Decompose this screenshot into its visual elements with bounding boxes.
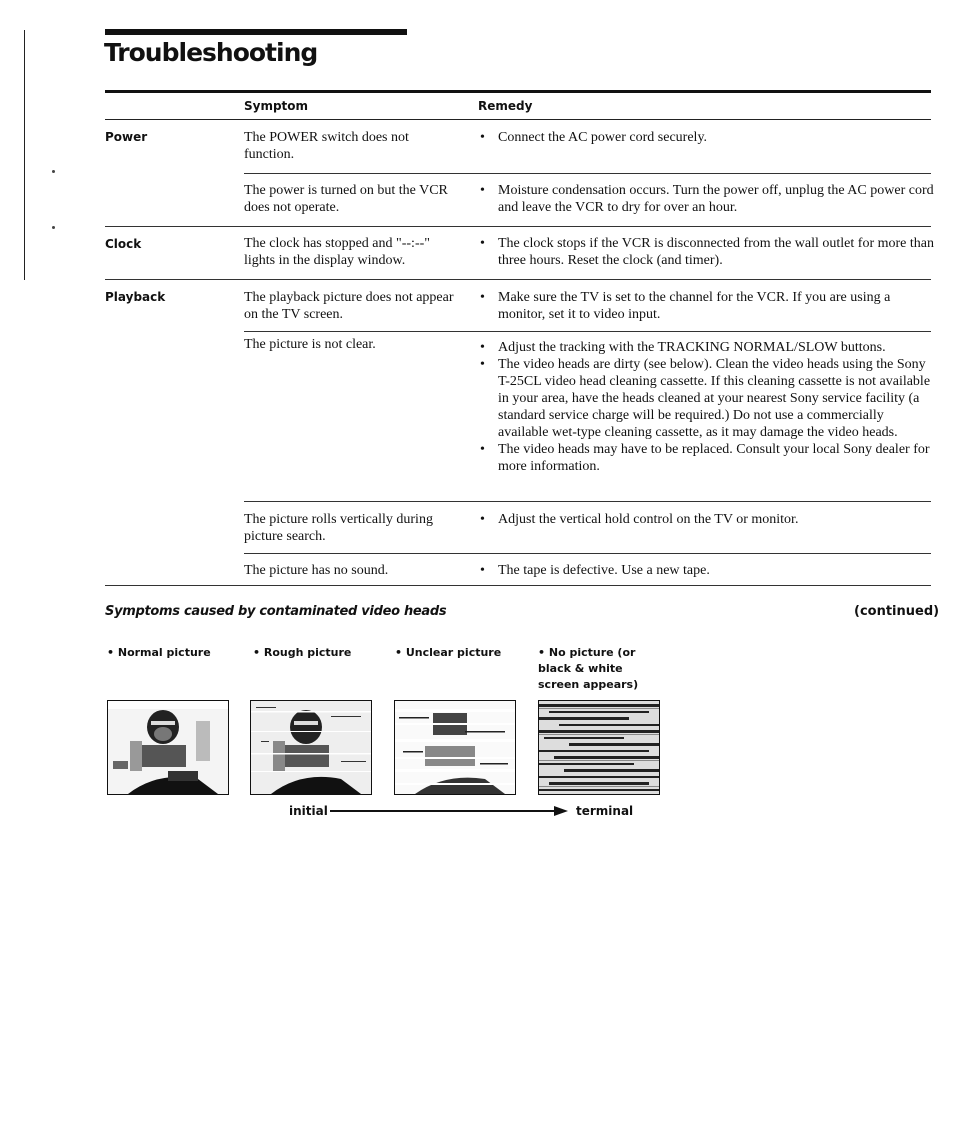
symptom-text: The playback picture does not appear on the TV screen.: [244, 290, 454, 322]
header-rule: [105, 119, 931, 120]
rough-picture-image: [250, 700, 372, 795]
remedy-item: • Adjust the tracking with the TRACKING NORMAL/SLOW buttons.: [478, 339, 934, 356]
no-picture-image: [538, 700, 660, 795]
section-title: Symptoms caused by contaminated video heads: [105, 604, 447, 619]
margin-speck: [52, 170, 55, 173]
row-divider: [105, 279, 931, 280]
symptom-text: The power is turned on but the VCR does not operate.: [244, 183, 448, 215]
remedy-column-header: Remedy: [478, 99, 533, 113]
symptom-text: The picture is not clear.: [244, 337, 376, 352]
table-top-rule: [105, 90, 931, 93]
remedy-item: • The video heads may have to be replaced. Consult your local Sony dealer for more information.: [478, 441, 934, 475]
margin-rule: [24, 30, 25, 280]
unclear-picture-image: [394, 700, 516, 795]
row-divider: [244, 501, 931, 502]
row-divider: [244, 553, 931, 554]
picture-label-normal: • Normal picture: [107, 646, 211, 659]
remedy-list: [478, 182, 934, 216]
symptom-column-header: Symptom: [244, 99, 309, 113]
picture-label-rough: • Rough picture: [253, 646, 352, 659]
remedy-list: [478, 562, 934, 579]
symptom-text: The picture has no sound.: [244, 563, 389, 578]
progression-arrow-icon: [330, 806, 568, 816]
row-divider: [244, 173, 931, 174]
category-playback: Playback: [105, 290, 166, 304]
remedy-list: [478, 511, 934, 528]
scale-start-label: initial: [289, 804, 328, 818]
category-clock: Clock: [105, 237, 142, 251]
remedy-item: • Make sure the TV is set to the channel for the VCR. If you are using a monitor, set it to video input.: [478, 289, 934, 323]
remedy-item: • Connect the AC power cord securely.: [478, 129, 934, 146]
remedy-list: [478, 289, 934, 323]
remedy-item: • The tape is defective. Use a new tape.: [478, 562, 934, 579]
remedy-item: • Moisture condensation occurs. Turn the power off, unplug the AC power cord and leave the VCR to dry for over an hour.: [478, 182, 934, 216]
remedy-item: • The video heads are dirty (see below). Clean the video heads using the Sony T-25CL video head cleaning cassette. If this cleaning cassette is not available in your area, have the heads cleaned at your nearest Sony service facility (a standard service charge will be required.) Do not use a commercially available wet-type cleaning cassette, as it may damage the video heads.: [478, 356, 934, 441]
remedy-item: • Adjust the vertical hold control on the TV or monitor.: [478, 511, 934, 528]
row-divider: [244, 331, 931, 332]
remedy-list: [478, 129, 934, 146]
symptom-text: The picture rolls vertically during picture search.: [244, 512, 433, 544]
remedy-list: [478, 235, 934, 269]
normal-picture-image: [107, 700, 229, 795]
page-title: Troubleshooting: [104, 38, 318, 67]
category-power: Power: [105, 130, 148, 144]
table-bottom-rule: [105, 585, 931, 586]
remedy-item: • The clock stops if the VCR is disconnected from the wall outlet for more than three hours. Reset the clock (and timer).: [478, 235, 934, 269]
remedy-list: [478, 339, 934, 475]
symptom-text: The clock has stopped and "--:--" lights in the display window.: [244, 236, 430, 268]
title-bar: [105, 29, 407, 35]
margin-speck: [52, 226, 55, 229]
picture-label-unclear: • Unclear picture: [395, 646, 502, 659]
scale-end-label: terminal: [576, 804, 634, 818]
row-divider: [105, 226, 931, 227]
symptom-text: The POWER switch does not function.: [244, 130, 409, 162]
continued-label: (continued): [854, 604, 940, 619]
picture-label-no-picture: • No picture (or black & white screen appears): [538, 646, 639, 691]
